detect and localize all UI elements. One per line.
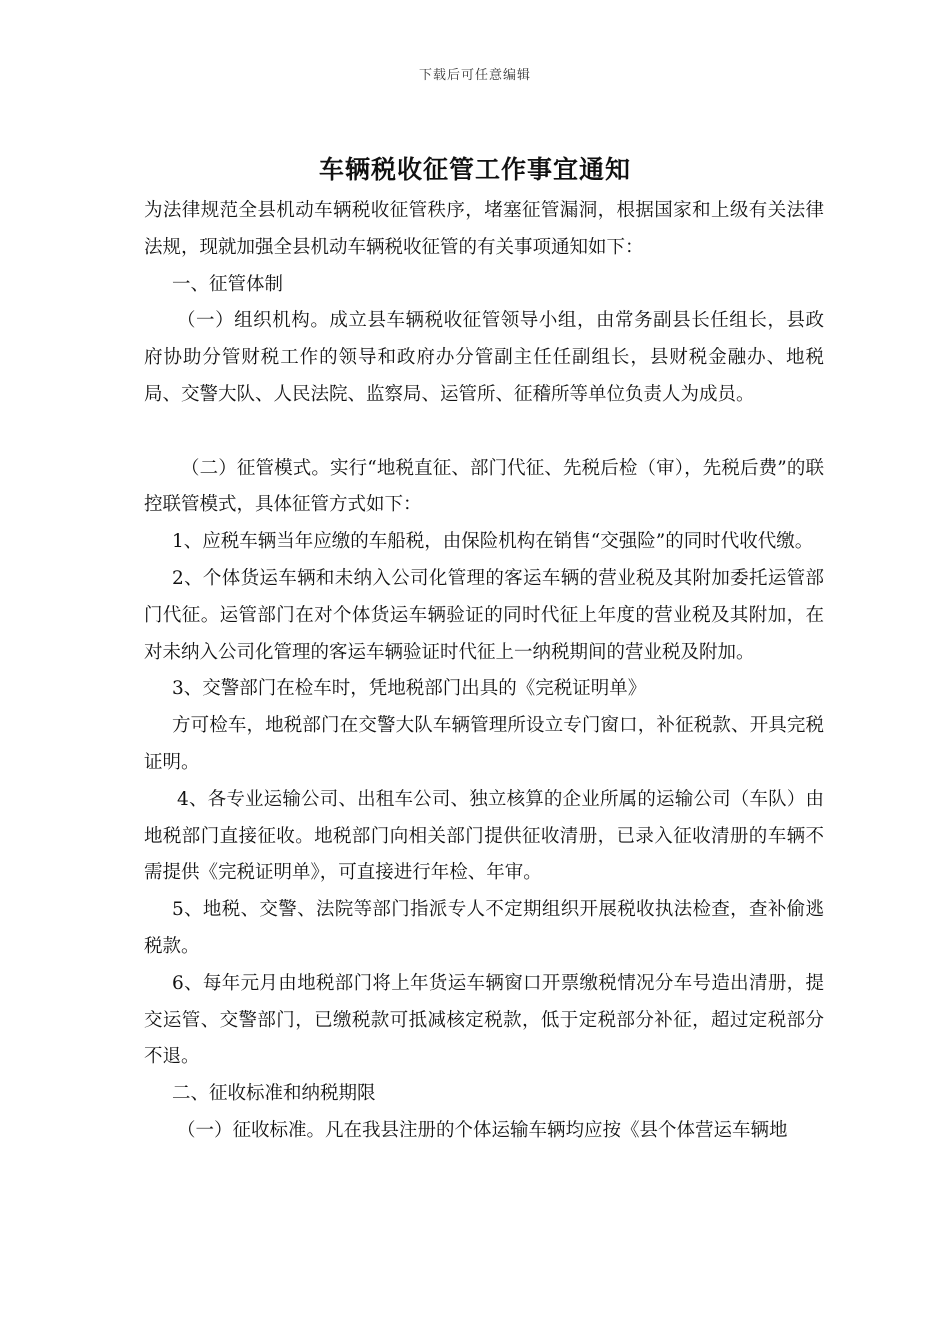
intro-paragraph: 为法律规范全县机动车辆税收征管秩序，堵塞征管漏洞，根据国家和上级有关法律法规，现就加强全县机动车辆税收征管的有关事项通知如下： bbox=[144, 200, 824, 258]
list-item-4: 4、各专业运输公司、出租车公司、独立核算的企业所属的运输公司（车队）由地税部门直接征收。地税部门向相关部门提供征收清册，已录入征收清册的车辆不需提供《完税证明单》，可直接进行年检、年审。 bbox=[144, 788, 824, 884]
section-heading-2: 二、征收标准和纳税期限 bbox=[172, 1083, 376, 1105]
list-item-5: 5、地税、交警、法院等部门指派专人不定期组织开展税收执法检查，查补偷逃税款。 bbox=[144, 899, 824, 957]
section-heading-1: 一、征管体制 bbox=[172, 273, 284, 295]
list-item-1: 1、应税车辆当年应缴的车船税，由保险机构在销售“交强险”的同时代收代缴。 bbox=[172, 531, 814, 553]
list-item-2: 2、个体货运车辆和未纳入公司化管理的客运车辆的营业税及其附加委托运管部门代征。运管部门在对个体货运车辆验证的同时代征上年度的营业税及其附加，在对未纳入公司化管理的客运车辆验证时代征上一纳税期间的营业税及附加。 bbox=[144, 567, 824, 663]
list-item-3-continued: 方可检车，地税部门在交警大队车辆管理所设立专门窗口，补征税款、开具完税证明。 bbox=[144, 715, 824, 773]
list-item-3: 3、交警部门在检车时，凭地税部门出具的《完税证明单》 bbox=[172, 678, 647, 700]
paragraph-organization: （一）组织机构。成立县车辆税收征管领导小组，由常务副县长任组长，县政府协助分管财税工作的领导和政府办分管副主任任副组长，县财税金融办、地税局、交警大队、人民法院、监察局、运管所、征稽所等单位负责人为成员。 bbox=[144, 310, 824, 405]
paragraph-mode: （二）征管模式。实行“地税直征、部门代征、先税后检（审），先税后费”的联控联管模式，具体征管方式如下： bbox=[144, 457, 824, 516]
header-note: 下载后可任意编辑 bbox=[418, 68, 531, 83]
document-title: 车辆税收征管工作事宜通知 bbox=[318, 155, 631, 184]
list-item-6: 6、每年元月由地税部门将上年货运车辆窗口开票缴税情况分车号造出清册，提交运管、交警部门，已缴税款可抵减核定税款，低于定税部分补征，超过定税部分不退。 bbox=[144, 972, 824, 1068]
paragraph-standard: （一）征收标准。凡在我县注册的个体运输车辆均应按《县个体营运车辆地 bbox=[177, 1119, 788, 1141]
document-body bbox=[144, 193, 824, 1150]
